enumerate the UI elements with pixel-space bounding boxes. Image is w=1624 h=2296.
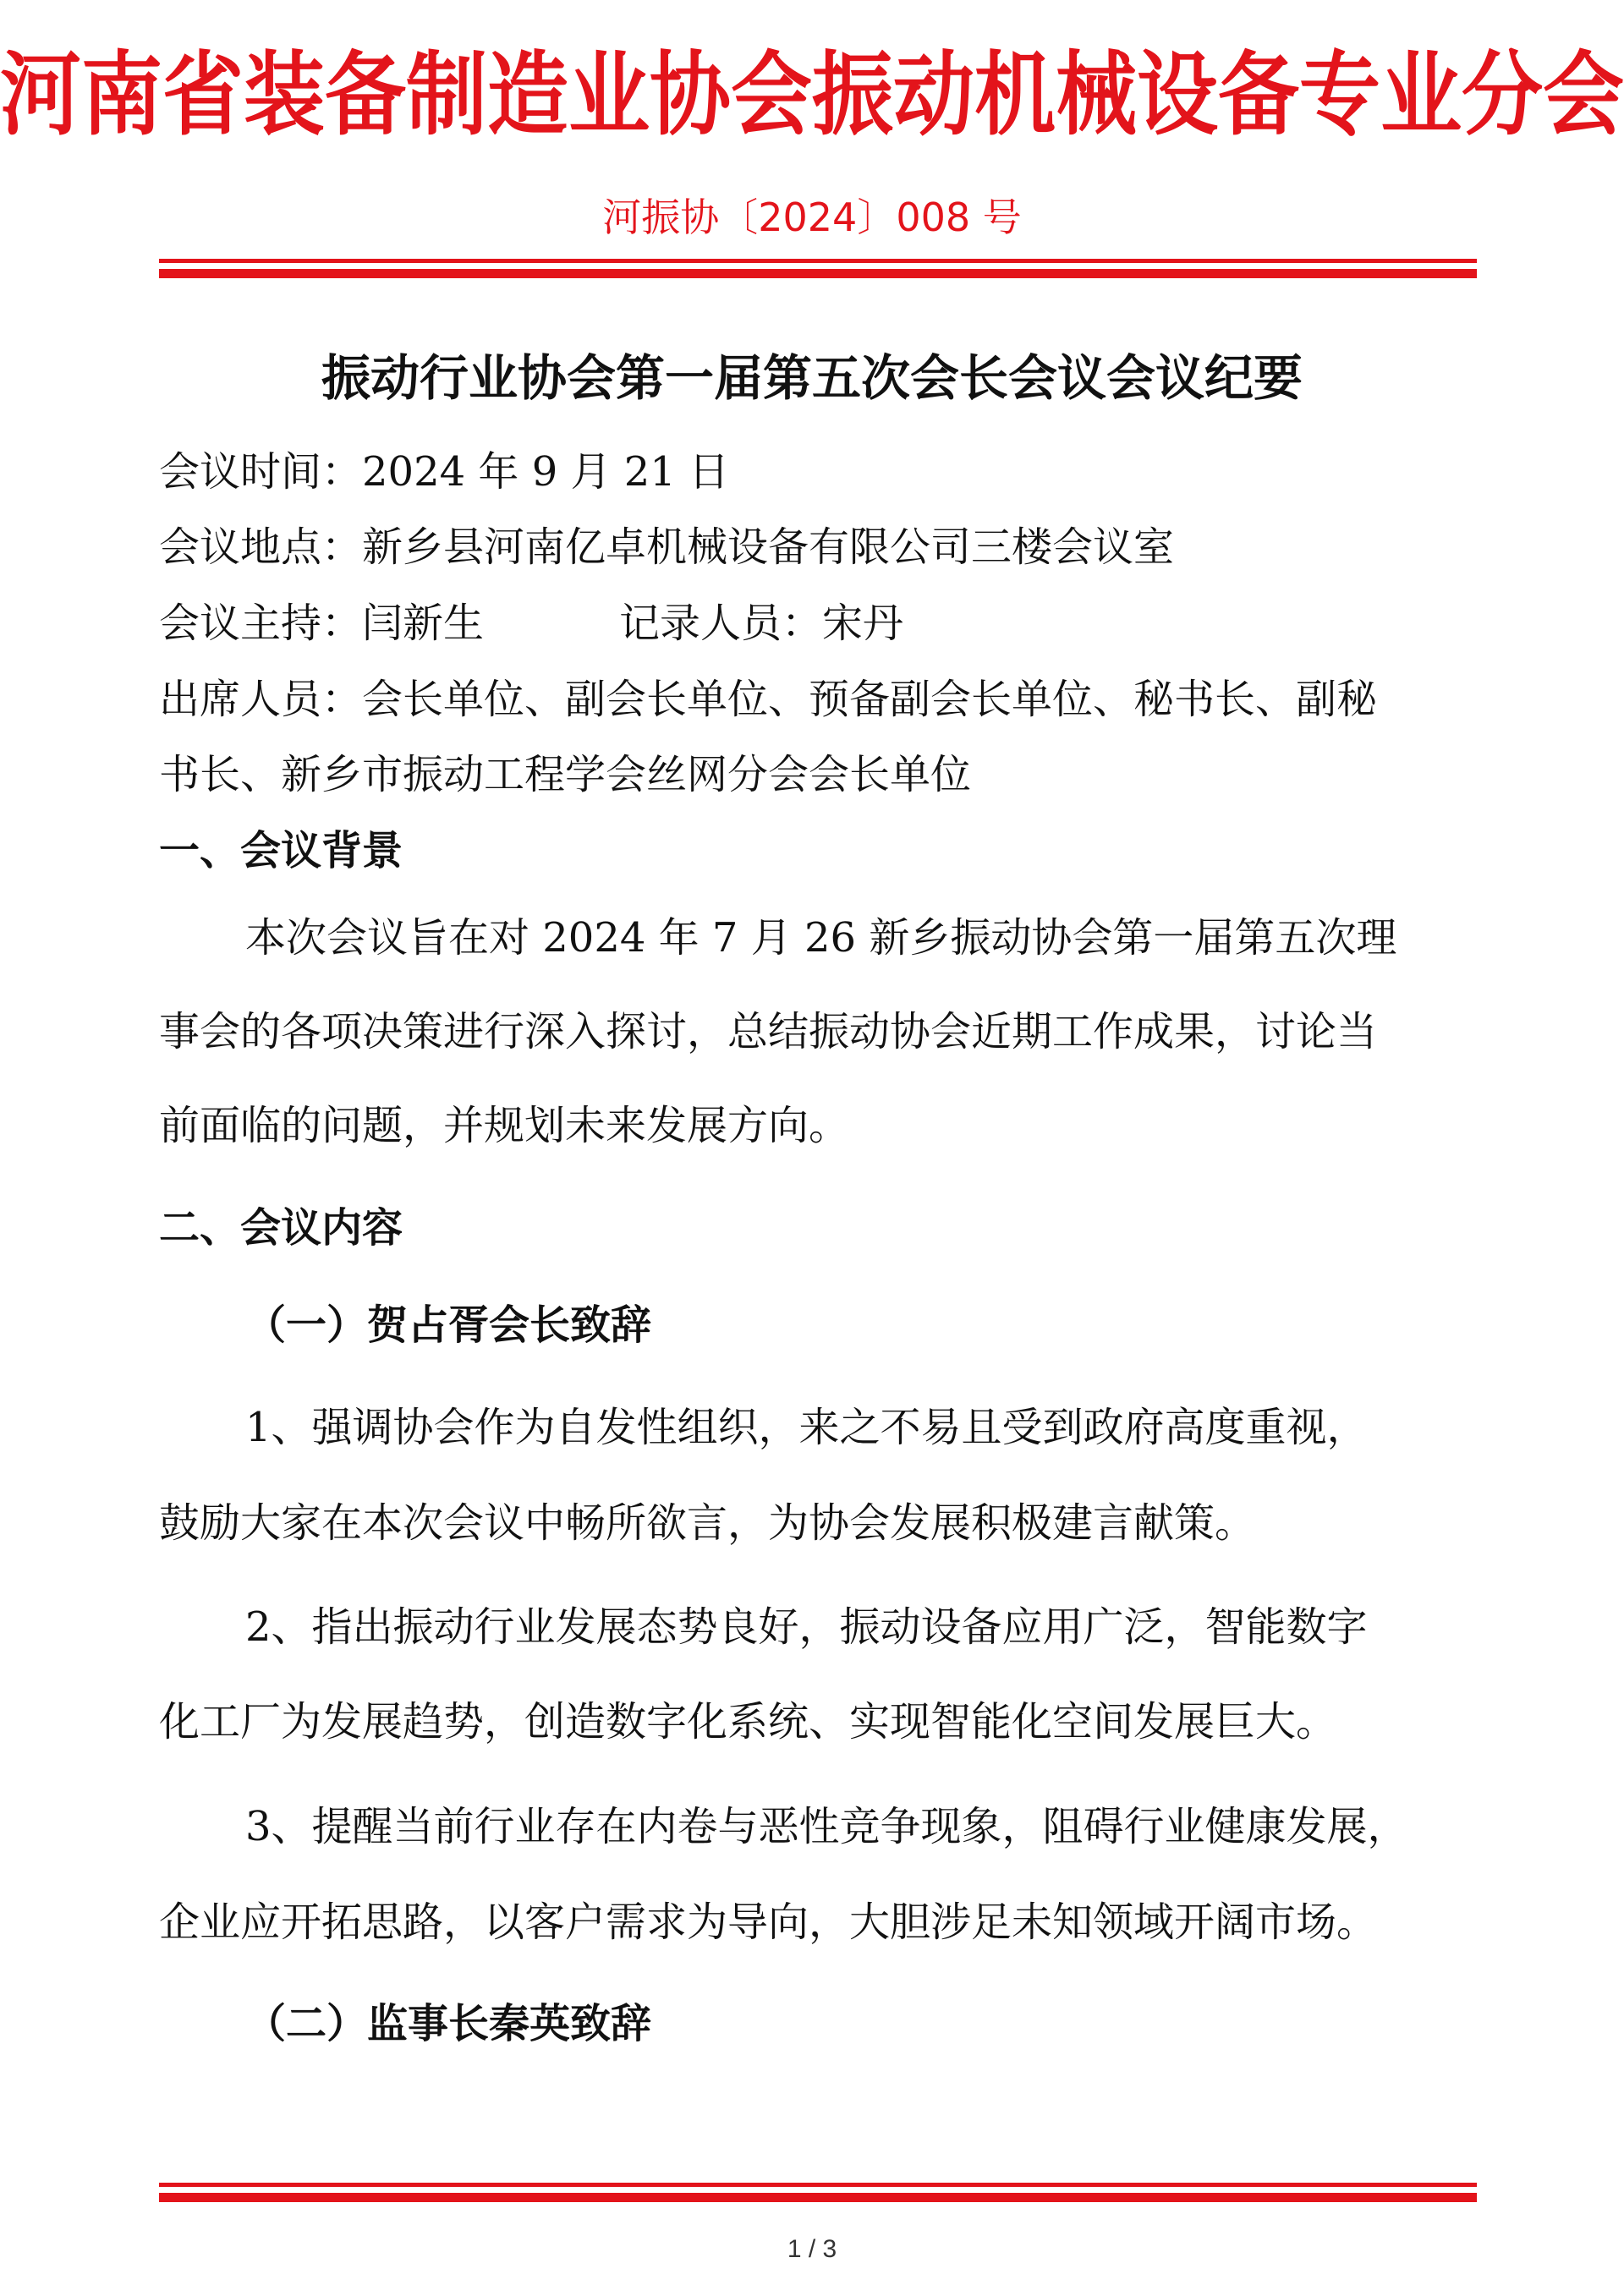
attendees-label: 出席人员： [159, 676, 363, 723]
meeting-host-row [159, 589, 903, 657]
meeting-place-label: 会议地点： [159, 523, 363, 571]
meeting-time-label: 会议时间： [159, 448, 363, 496]
paragraph-line: 本次会议旨在对 2024 年 7 月 26 新乡振动协会第一届第五次理 [245, 914, 1397, 962]
subsection-heading-supervisor: （二）监事长秦英致辞 [245, 2000, 652, 2047]
recorder-label: 记录人员： [619, 600, 823, 647]
point-3-line2: 企业应开拓思路，以客户需求为导向，大胆涉足未知领域开阔市场。 [159, 1899, 1378, 1946]
paragraph-line: 前面临的问题，并规划未来发展方向。 [159, 1102, 850, 1149]
header-rule-thin [159, 259, 1477, 263]
paragraph-line: 事会的各项决策进行深入探讨，总结振动协会近期工作成果，讨论当 [159, 1008, 1378, 1055]
section-heading-background: 一、会议背景 [159, 827, 403, 874]
attendees-value-line1: 会长单位、副会长单位、预备副会长单位、秘书长、副秘 [362, 676, 1378, 723]
point-1-line2: 鼓励大家在本次会议中畅所欲言，为协会发展积极建言献策。 [159, 1499, 1256, 1547]
document-number: 河振协〔2024〕008 号 [602, 195, 1022, 240]
meeting-host-value: 闫新生 [362, 600, 485, 647]
point-2-line2: 化工厂为发展趋势，创造数字化系统、实现智能化空间发展巨大。 [159, 1698, 1337, 1745]
point-2-line1: 2、指出振动行业发展态势良好，振动设备应用广泛，智能数字 [245, 1603, 1368, 1651]
meeting-place-value: 新乡县河南亿卓机械设备有限公司三楼会议室 [362, 523, 1175, 571]
meeting-title: 振动行业协会第一届第五次会长会议会议纪要 [321, 349, 1303, 407]
meeting-time-row [159, 438, 729, 506]
recorder-value: 宋丹 [822, 600, 904, 647]
point-1-line1: 1、强调协会作为自发性组织，来之不易且受到政府高度重视， [245, 1404, 1368, 1451]
header-rule-thick [159, 269, 1477, 278]
footer-rule-thin [159, 2183, 1477, 2187]
meeting-time-value: 2024 年 9 月 21 日 [362, 448, 730, 496]
footer-rule-thick [159, 2193, 1477, 2202]
attendees-value-line2: 书长、新乡市振动工程学会丝网分会会长单位 [159, 751, 972, 798]
meeting-host-label: 会议主持： [159, 600, 363, 647]
attendees-row [159, 666, 1377, 733]
page-number: 1 / 3 [787, 2235, 837, 2263]
section-heading-content: 二、会议内容 [159, 1204, 403, 1252]
organization-title: 河南省装备制造业协会振动机械设备专业分会 [0, 41, 1624, 148]
point-3-line1: 3、提醒当前行业存在内卷与恶性竞争现象，阻碍行业健康发展， [245, 1803, 1408, 1850]
subsection-heading-president: （一）贺占胥会长致辞 [245, 1301, 652, 1349]
meeting-place-row [159, 513, 1174, 581]
